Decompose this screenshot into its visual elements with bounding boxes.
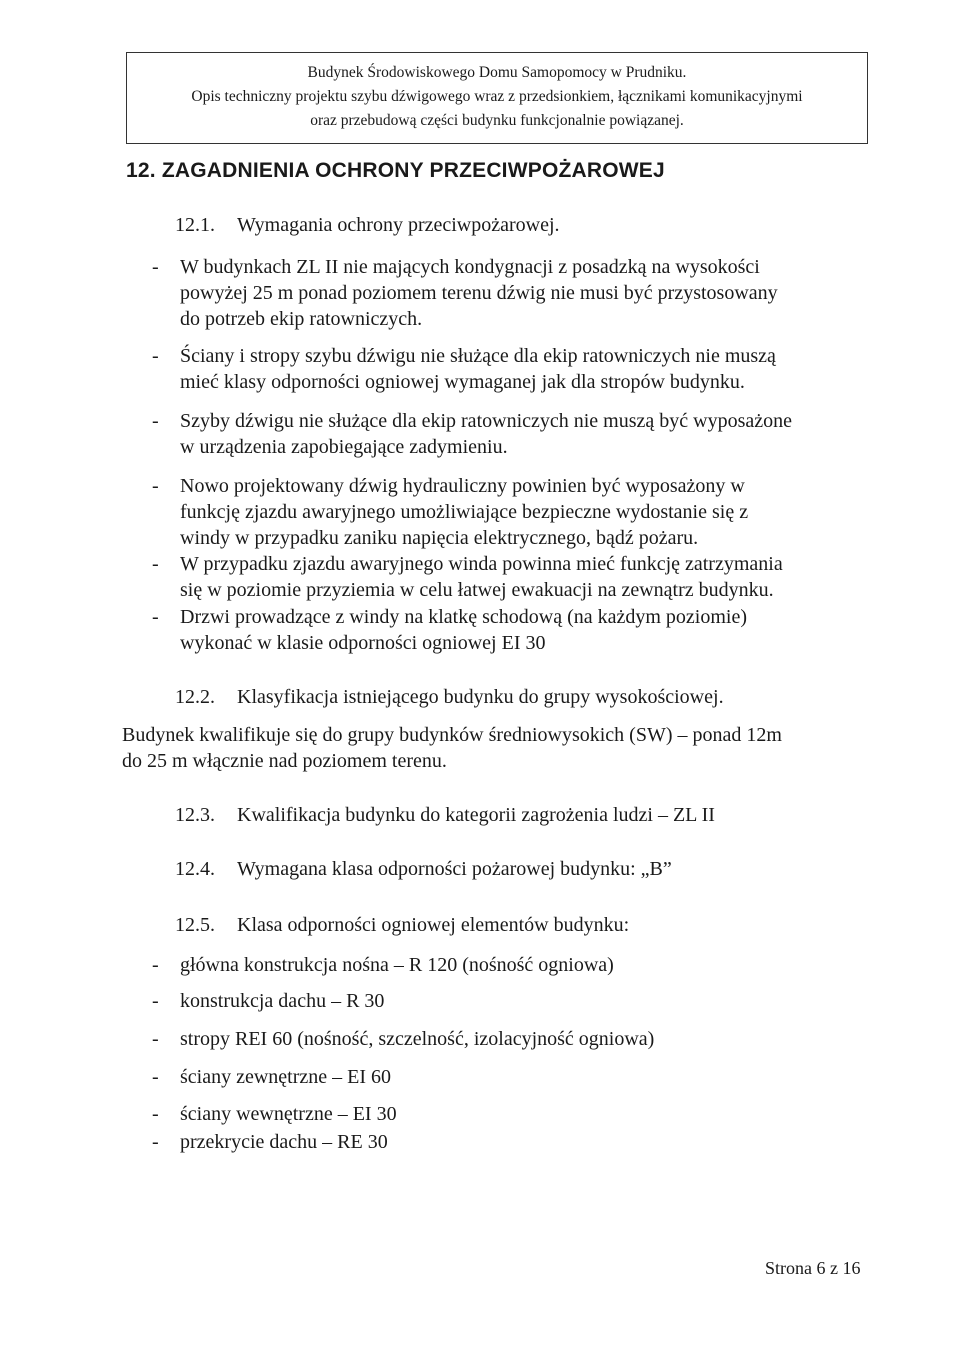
bullet-line: główna konstrukcja nośna – R 120 (nośność ogniowa): [180, 954, 614, 976]
subsection-number: 12.5.: [175, 914, 215, 936]
subsection-12-1-heading: [175, 214, 560, 237]
header-line-1: Budynek Środowiskowego Domu Samopomocy w Prudniku.: [307, 64, 687, 81]
dash-marker: -: [152, 990, 159, 1012]
header-line-3: oraz przebudową części budynku funkcjonalnie powiązanej.: [310, 112, 684, 129]
dash-marker: -: [152, 553, 159, 575]
bullet-line: windy w przypadku zaniku napięcia elektrycznego, bądź pożaru.: [180, 527, 699, 549]
subsection-12-3-heading: [175, 804, 715, 827]
dash-marker: -: [152, 606, 159, 628]
dash-marker: -: [152, 954, 159, 976]
bullet-line: w urządzenia zapobiegające zadymieniu.: [180, 436, 508, 458]
subsection-number: 12.1.: [175, 214, 215, 236]
bullet-line: powyżej 25 m ponad poziomem terenu dźwig nie musi być przystosowany: [180, 282, 778, 304]
paragraph-line: do 25 m włącznie nad poziomem terenu.: [122, 750, 447, 772]
subsection-12-4-heading: [175, 858, 672, 881]
bullet-line: Nowo projektowany dźwig hydrauliczny powinien być wyposażony w: [180, 475, 745, 497]
subsection-number: 12.3.: [175, 804, 215, 826]
subsection-title: Klasa odporności ogniowej elementów budynku:: [237, 914, 630, 936]
dash-marker: -: [152, 410, 159, 432]
bullet-line: Ściany i stropy szybu dźwigu nie służące dla ekip ratowniczych nie muszą: [180, 345, 776, 367]
bullet-line: stropy REI 60 (nośność, szczelność, izolacyjność ogniowa): [180, 1028, 655, 1050]
bullet-line: ściany wewnętrzne – EI 30: [180, 1103, 397, 1125]
bullet-line: funkcję zjazdu awaryjnego umożliwiające bezpieczne wydostanie się z: [180, 501, 749, 523]
subsection-title: Wymagana klasa odporności pożarowej budynku: „B”: [237, 858, 672, 880]
bullet-line: ściany zewnętrzne – EI 60: [180, 1066, 392, 1088]
header-line-2: Opis techniczny projektu szybu dźwigowego wraz z przedsionkiem, łącznikami komunikacyjnymi: [191, 88, 803, 105]
bullet-line: się w poziomie przyziemia w celu łatwej ewakuacji na zewnątrz budynku.: [180, 579, 774, 601]
dash-marker: -: [152, 1028, 159, 1050]
subsection-12-2-heading: [175, 686, 724, 709]
subsection-title: Klasyfikacja istniejącego budynku do grupy wysokościowej.: [237, 686, 724, 708]
paragraph-line: Budynek kwalifikuje się do grupy budynków średniowysokich (SW) – ponad 12m: [122, 724, 782, 746]
subsection-title: Wymagania ochrony przeciwpożarowej.: [237, 214, 560, 236]
bullet-line: W budynkach ZL II nie mających kondygnacji z posadzką na wysokości: [180, 256, 760, 278]
dash-marker: -: [152, 1103, 159, 1125]
section-title: 12. ZAGADNIENIA OCHRONY PRZECIWPOŻAROWEJ: [126, 159, 665, 182]
dash-marker: -: [152, 1131, 159, 1153]
bullet-line: Szyby dźwigu nie służące dla ekip ratowniczych nie muszą być wyposażone: [180, 410, 793, 432]
bullet-line: konstrukcja dachu – R 30: [180, 990, 385, 1012]
paragraph: [122, 722, 782, 774]
subsection-number: 12.4.: [175, 858, 215, 880]
bullet-line: W przypadku zjazdu awaryjnego winda powinna mieć funkcję zatrzymania: [180, 553, 783, 575]
subsection-12-5-heading: [175, 914, 629, 937]
dash-marker: -: [152, 256, 159, 278]
page-number: Strona 6 z 16: [765, 1258, 861, 1278]
subsection-number: 12.2.: [175, 686, 215, 708]
bullet-line: wykonać w klasie odporności ogniowej EI 30: [180, 632, 546, 654]
dash-marker: -: [152, 1066, 159, 1088]
bullet-line: Drzwi prowadzące z windy na klatkę schodową (na każdym poziomie): [180, 606, 748, 628]
bullet-line: do potrzeb ekip ratowniczych.: [180, 308, 423, 330]
bullet-line: przekrycie dachu – RE 30: [180, 1131, 388, 1153]
bullet-line: mieć klasy odporności ogniowej wymaganej jak dla stropów budynku.: [180, 371, 745, 393]
document-header: [126, 52, 868, 144]
subsection-title: Kwalifikacja budynku do kategorii zagrożenia ludzi – ZL II: [237, 804, 715, 826]
dash-marker: -: [152, 475, 159, 497]
dash-marker: -: [152, 345, 159, 367]
